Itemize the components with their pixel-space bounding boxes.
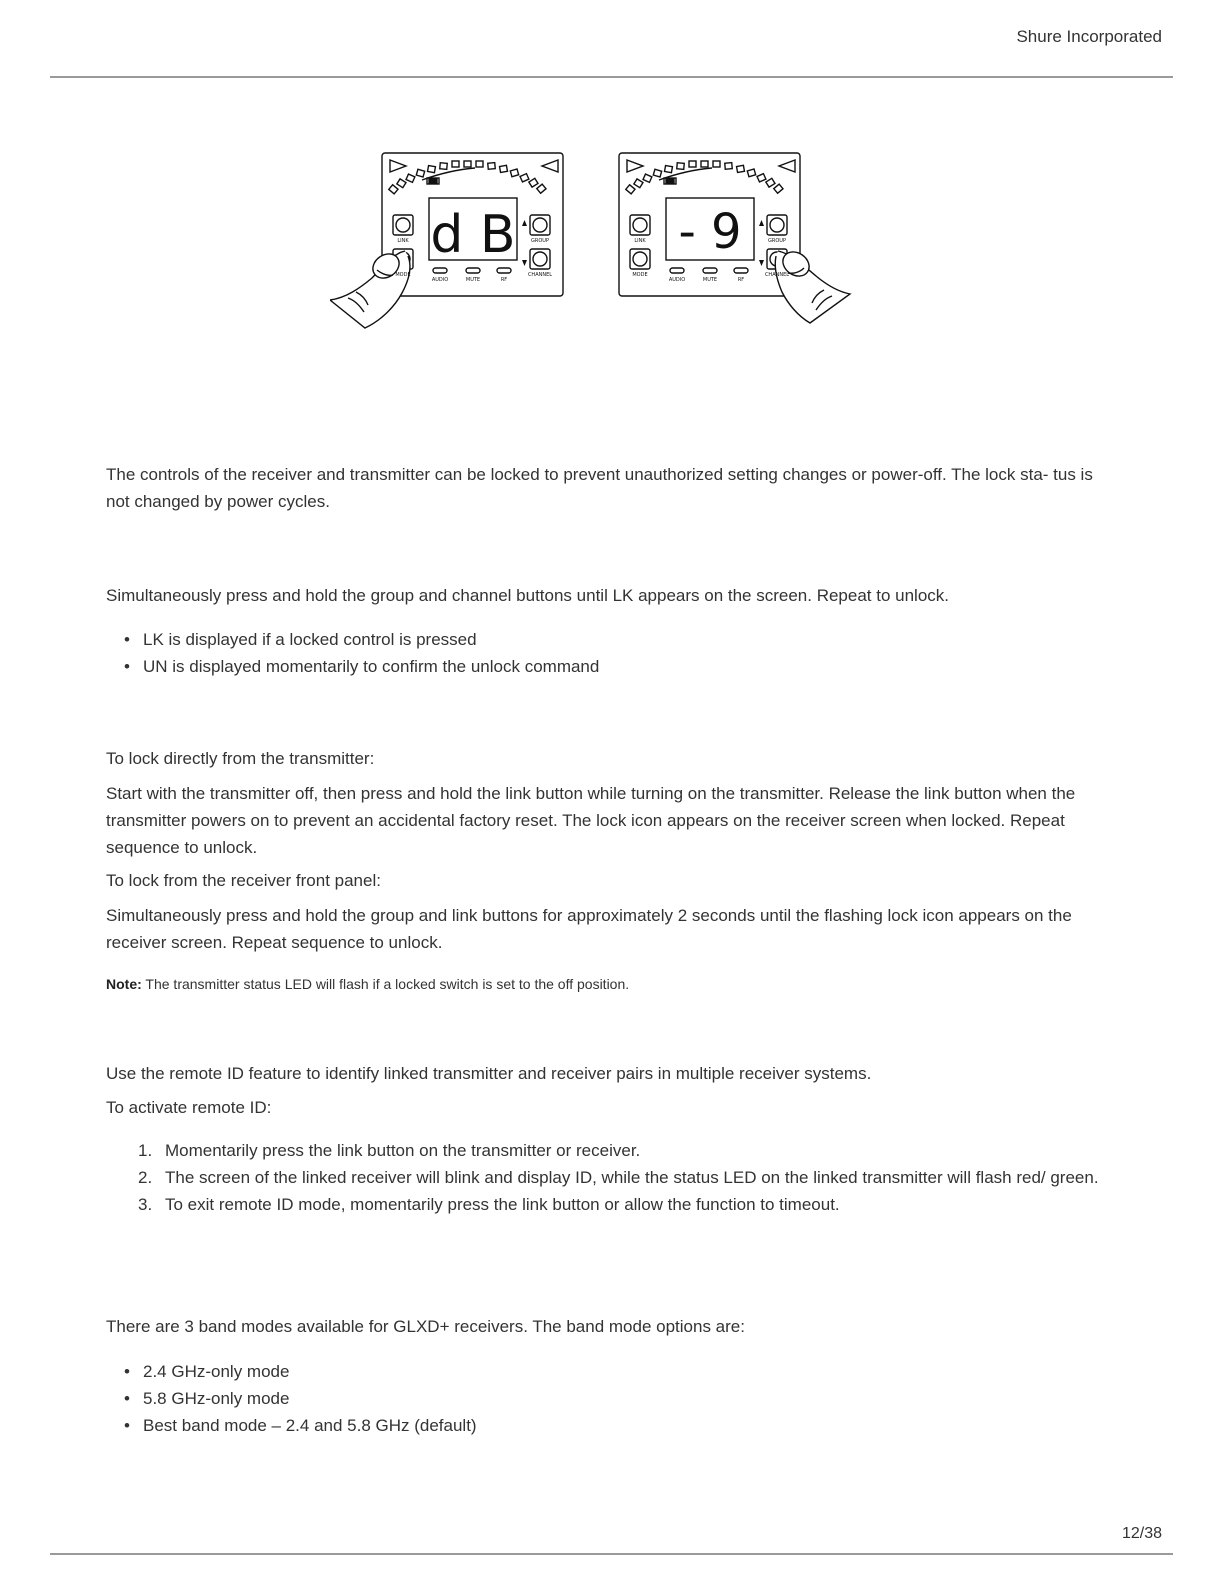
receiver-lock-instruction: Simultaneously press and hold the group and channel buttons until LK appears on the screen. Repeat to unlock.: [106, 586, 950, 605]
list-item: • Best band mode – 2.4 and 5.8 GHz (default): [106, 1412, 1106, 1439]
list-item: [106, 1191, 1106, 1218]
remote-id-heading: To activate remote ID:: [106, 1098, 272, 1117]
left-rf-label: RF: [500, 277, 508, 283]
list-item: • UN is displayed momentarily to confirm the unlock command: [106, 653, 1106, 680]
note-text: The transmitter status LED will flash if a locked switch is set to the off position.: [145, 976, 630, 992]
left-mute-label: MUTE: [465, 277, 481, 283]
right-mode-label: MODE: [632, 272, 648, 278]
page-number: 12/38: [1121, 1525, 1162, 1542]
list-item: • LK is displayed if a locked control is pressed: [106, 626, 1106, 653]
footer-divider: [50, 1553, 1173, 1555]
step-text: To exit remote ID mode, momentarily press the link button or allow the function to timeout.: [165, 1195, 840, 1214]
transmitter-lock-heading: To lock directly from the transmitter:: [106, 749, 375, 768]
header-divider: [50, 76, 1173, 78]
receiver-lock-illustration: [330, 148, 860, 333]
left-mode-label: MODE: [395, 272, 411, 278]
right-channel-label: CHANNEL: [764, 272, 790, 278]
right-mute-label: MUTE: [702, 277, 718, 283]
lock-intro: The controls of the receiver and transmitter can be locked to prevent unauthorized setting changes or power-off. The lock sta- tus is not changed by power cycles.: [106, 465, 1093, 511]
list-item: [106, 1137, 1106, 1164]
step-text: Momentarily press the link button on the transmitter or receiver.: [165, 1141, 641, 1160]
right-rf-label: RF: [737, 277, 745, 283]
band-mode-list: [106, 1358, 1106, 1439]
lock-status-list: [106, 626, 1106, 680]
header-company: Shure Incorporated: [1016, 27, 1162, 46]
step-number: 1.: [138, 1141, 153, 1160]
list-item: • 2.4 GHz-only mode: [106, 1358, 1106, 1385]
left-link-label: LINK: [397, 238, 409, 244]
right-group-label: GROUP: [768, 238, 786, 244]
band-mode-intro: There are 3 band modes available for GLXD+ receivers. The band mode options are:: [106, 1317, 745, 1336]
step-text: The screen of the linked receiver will blink and display ID, while the status LED on the linked transmitter will flash red/ green.: [165, 1168, 1099, 1187]
left-channel-label: CHANNEL: [527, 272, 553, 278]
receiver-panel-lock-instruction: Simultaneously press and hold the group and link buttons for approximately 2 seconds until the flashing lock icon appears on the receiver screen. Repeat sequence to unlock.: [106, 906, 1072, 952]
list-item: • 5.8 GHz-only mode: [106, 1385, 1106, 1412]
receiver-panel-lock-heading: To lock from the receiver front panel:: [106, 871, 381, 890]
remote-id-steps: [106, 1137, 1106, 1218]
remote-id-intro: Use the remote ID feature to identify linked transmitter and receiver pairs in multiple receiver systems.: [106, 1064, 872, 1083]
left-group-label: GROUP: [531, 238, 549, 244]
right-audio-label: AUDIO: [668, 277, 686, 283]
transmitter-lock-instruction: Start with the transmitter off, then press and hold the link button while turning on the transmitter. Release the link button when the transmitter powers on to prevent an accidental factory reset. The lock icon appears on the receiver screen when locked. Repeat sequence to unlock.: [106, 784, 1076, 857]
left-audio-label: AUDIO: [431, 277, 449, 283]
left-display-text: d B: [430, 205, 516, 265]
note-label: Note:: [106, 976, 142, 992]
step-number: 2.: [138, 1168, 153, 1187]
list-item: [106, 1164, 1106, 1191]
right-link-label: LINK: [634, 238, 646, 244]
lock-note: [106, 976, 629, 992]
right-display-text: - 9: [678, 204, 742, 260]
step-number: 3.: [138, 1195, 153, 1214]
